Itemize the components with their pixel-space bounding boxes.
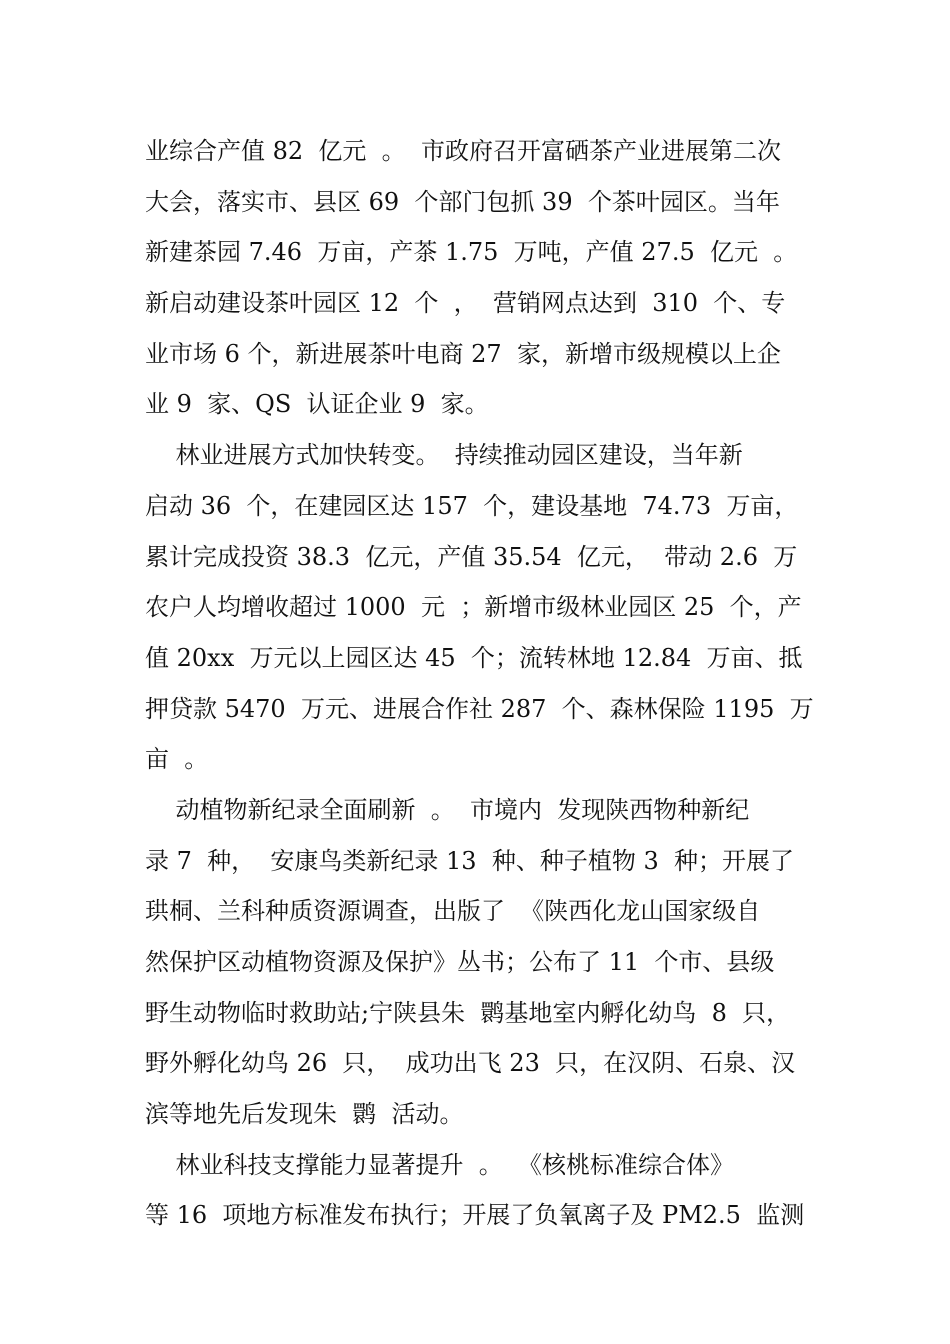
text-line: 业综合产值 82 亿元 。 市政府召开富硒茶产业进展第二次 [145, 137, 781, 165]
text-line: 累计完成投资 38.3 亿元，产值 35.54 亿元， 带动 2.6 万 [145, 542, 798, 571]
text-line: 亩 。 [145, 745, 209, 774]
text-line: 野外孵化幼鸟 26 只， 成功出飞 23 只，在汉阴、石泉、汉 [145, 1049, 796, 1078]
text-line: 农户人均增收超过 1000 元 ；新增市级林业园区 25 个，产 [145, 593, 802, 622]
text-line: 启动 36 个，在建园区达 157 个，建设基地 74.73 万亩， [145, 491, 799, 520]
text-line: 然保护区动植物资源及保护》丛书；公布了 11 个市、县级 [145, 948, 775, 976]
text-line: 大会，落实市、县区 69 个部门包抓 39 个茶叶园区。当年 [145, 187, 780, 216]
text-line: 业 9 家、QS 认证企业 9 家。 [145, 390, 489, 419]
text-line: 动植物新纪录全面刷新 。 市境内 发现陕西物种新纪 [145, 795, 750, 824]
text-line: 新启动建设茶叶园区 12 个 ， 营销网点达到 310 个、专 [145, 289, 786, 318]
text-line: 录 7 种， 安康鸟类新纪录 13 种、种子植物 3 种；开展了 [145, 846, 794, 875]
text-line: 野生动物临时救助站;宁陕县朱 鹮基地室内孵化幼鸟 8 只， [145, 998, 791, 1027]
body-text [145, 126, 815, 1241]
text-line: 押贷款 5470 万元、进展合作社 287 个、森林保险 1195 万 [145, 694, 814, 723]
text-line: 林业科技支撑能力显著提升 。 《核桃标准综合体》 [145, 1150, 735, 1179]
text-line: 值 20xx 万元以上园区达 45 个；流转林地 12.84 万亩、抵 [145, 643, 803, 672]
text-line: 新建茶园 7.46 万亩，产茶 1.75 万吨，产值 27.5 亿元 。 [145, 238, 798, 267]
text-line: 业市场 6 个，新进展茶叶电商 27 家，新增市级规模以上企 [145, 339, 781, 368]
text-line: 滨等地先后发现朱 鹮 活动。 [145, 1100, 464, 1129]
text-line: 珙桐、兰科种质资源调查，出版了 《陕西化龙山国家级自 [145, 897, 761, 926]
text-line: 林业进展方式加快转变。 持续推动园区建设，当年新 [145, 441, 743, 470]
text-line: 等 16 项地方标准发布执行；开展了负氧离子及 PM2.5 监测 [145, 1201, 805, 1230]
